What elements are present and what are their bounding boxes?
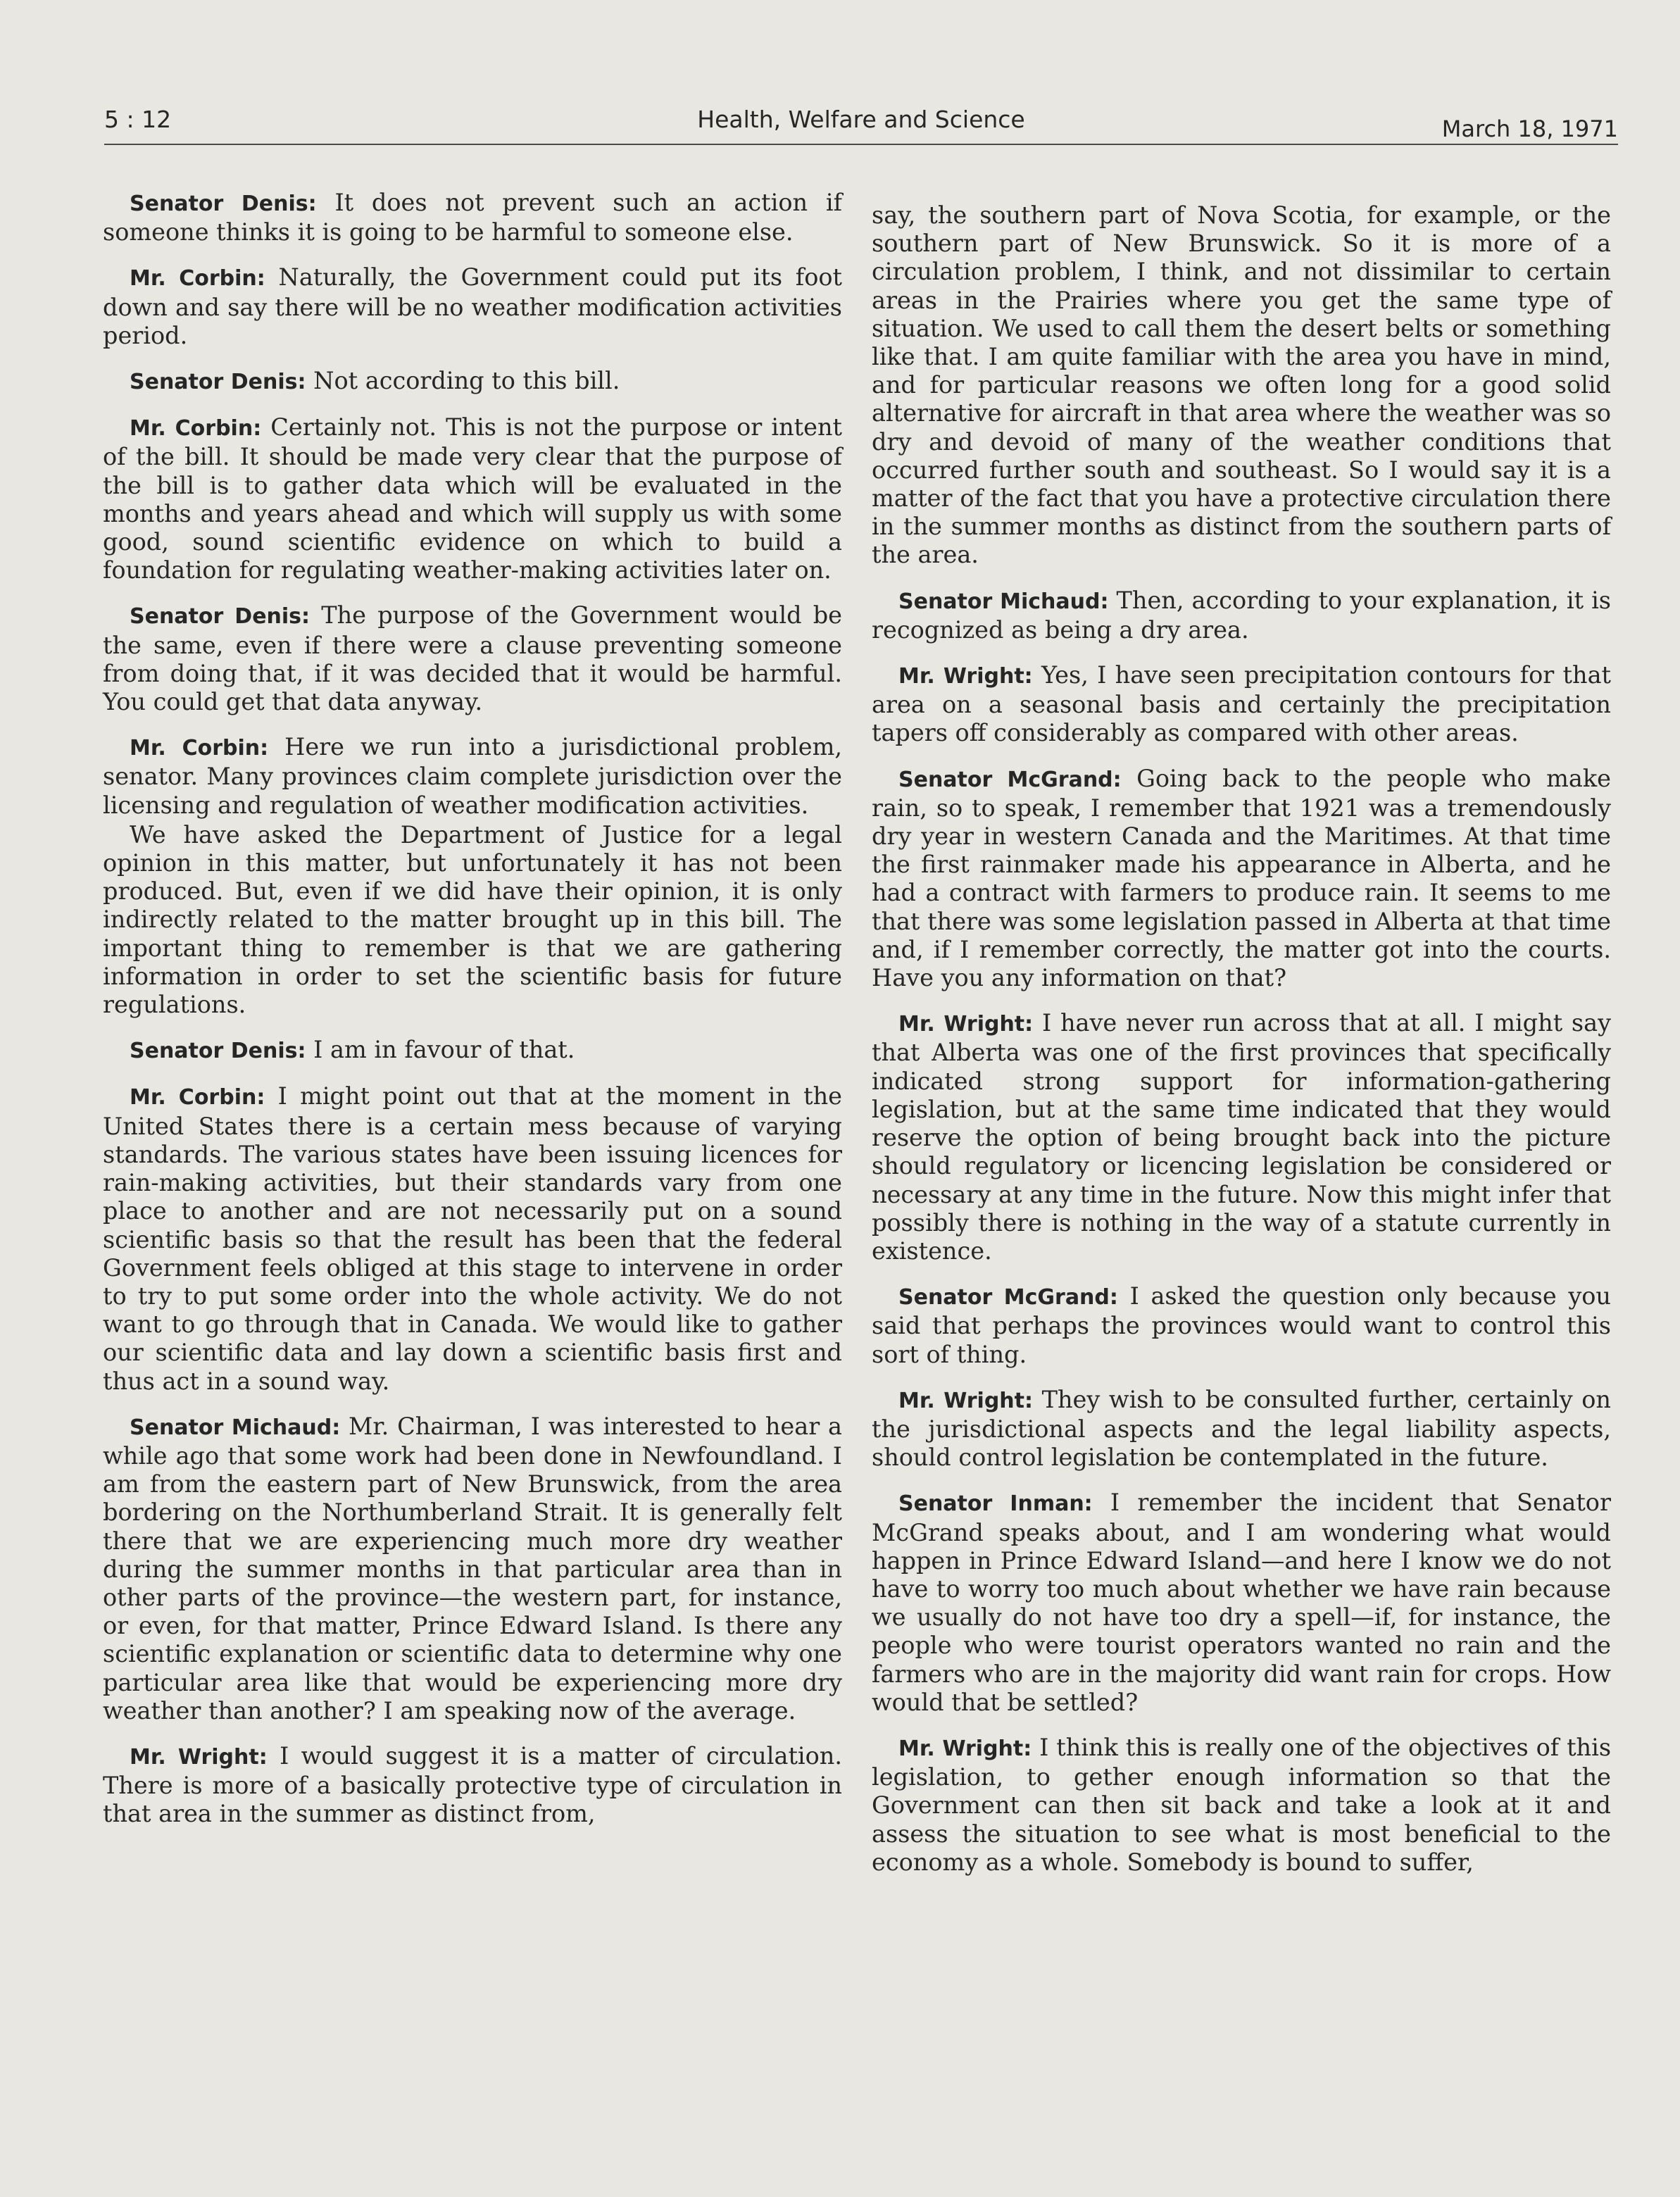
speaker-name: Mr. Wright:	[898, 1388, 1033, 1413]
paragraph	[872, 1489, 1611, 1717]
page-number: 5 : 12	[104, 106, 172, 133]
paragraph-text: I think this is really one of the objectives of this legislation, to gether enough information so that the Government can then sit back and take a look at it and assess the situation to see what is most beneficial to the economy as a whole. Somebody is bound to suffer,	[872, 1733, 1612, 1876]
paragraph	[872, 1009, 1611, 1265]
speaker-name: Senator Michaud:	[898, 589, 1109, 614]
speaker-name: Mr. Wright:	[130, 1744, 268, 1770]
speaker-name: Senator Michaud:	[130, 1415, 341, 1440]
paragraph	[103, 1082, 842, 1395]
speaker-name: Senator Inman:	[898, 1491, 1093, 1517]
paragraph	[103, 733, 842, 820]
paragraph	[103, 263, 842, 350]
paragraph	[872, 765, 1611, 993]
speaker-name: Senator Denis:	[130, 1039, 306, 1064]
paragraph	[872, 1734, 1611, 1877]
page-header	[104, 103, 1618, 145]
paragraph	[103, 367, 842, 396]
paragraph	[872, 1282, 1611, 1369]
left-column	[103, 189, 842, 1846]
paragraph	[103, 1036, 842, 1065]
paragraph	[103, 1413, 842, 1725]
speaker-name: Senator Denis:	[130, 192, 317, 216]
speaker-name: Senator Denis:	[130, 370, 306, 395]
right-column	[872, 201, 1611, 1894]
paragraph-text: I might point out that at the moment in the United States there is a certain mess because of varying standards. The various states have been issuing licences for rain-making activities, but their standards vary from one place to another and are not necessarily put on a sound scientific basis so that the result has been that the federal Government feels obliged at this stage to intervene in order to try to put some order into the whole activity. We do not want to go through that in Canada. We would like to gather our scientific data and lay down a scientific basis first and thus act in a sound way.	[103, 1082, 843, 1395]
speaker-name: Senator McGrand:	[898, 1285, 1118, 1310]
paragraph-text: Going back to the people who make rain, so to speak, I remember that 1921 was a tremendously dry year in western Canada and the Maritimes. At that time the first rainmaker made his appearance in Alberta, and he had a contract with farmers to produce rain. It seems to me that there was some legislation passed in Alberta at that time and, if I remember correctly, the matter got into the courts. Have you any information on that?	[872, 764, 1612, 992]
paragraph	[103, 1742, 842, 1829]
paragraph-text: Certainly not. This is not the purpose or intent of the bill. It should be made very clear that the purpose of the bill is to gather data which will be evaluated in the months and years ahead and which will supply us with some good, sound scientific evidence on which to build a foundation for regulating weather-making activities later on.	[103, 413, 842, 584]
paragraph-text: I would suggest it is a matter of circulation. There is more of a basically protective type of circulation in that area in the summer as distinct from,	[103, 1741, 843, 1828]
paragraph-text: Yes, I have seen precipitation contours for that area on a seasonal basis and certainly the precipitation tapers off considerably as compared with other areas.	[872, 661, 1612, 747]
paragraph	[872, 1386, 1611, 1472]
page-date: March 18, 1971	[1441, 115, 1618, 142]
speaker-name: Mr. Wright:	[898, 1012, 1034, 1037]
paragraph	[103, 601, 842, 716]
speaker-name: Mr. Corbin:	[130, 416, 262, 442]
speaker-name: Mr. Corbin:	[130, 266, 265, 292]
paragraph-text: Mr. Chairman, I was interested to hear a while ago that some work had been done in Newfoundland. I am from the eastern part of New Brunswick, from the area bordering on the Northumberland Strait. It is generally felt there that we are experiencing much more dry weather during the summer months in that particular area than in other parts of the province—the western part, for instance, or even, for that matter, Prince Edward Island. Is there any scientific explanation or scientific data to determine why one particular area like that would be experiencing more dry weather than another? I am speaking now of the average.	[103, 1412, 842, 1725]
paragraph-text: Here we run into a jurisdictional problem, senator. Many provinces claim complete jurisdiction over the licensing and regulation of weather modification activities.	[103, 733, 843, 819]
paragraph-text: say, the southern part of Nova Scotia, for example, or the southern part of New Brunswick. So it is more of a circulation problem, I think, and not dissimilar to certain areas in the Prairies where you get the same type of situation. We used to call them the desert belts or something like that. I am quite familiar with the area you have in mind, and for particular reasons we often long for a good solid alternative for aircraft in that area where the weather was so dry and devoid of many of the weather conditions that occurred further south and southeast. So I would say it is a matter of the fact that you have a protective circulation there in the summer months as distinct from the southern parts of the area.	[872, 201, 1611, 569]
running-title: Health, Welfare and Science	[697, 106, 1025, 133]
speaker-name: Mr. Corbin:	[130, 736, 269, 761]
paragraph	[103, 413, 842, 584]
paragraph-text: I am in favour of that.	[313, 1036, 575, 1064]
paragraph-text: Not according to this bill.	[313, 367, 620, 395]
header-rule	[104, 144, 1618, 145]
paragraph-text: I asked the question only because you said that perhaps the provinces would want to control this sort of thing.	[872, 1282, 1611, 1368]
paragraph	[872, 661, 1611, 748]
paragraph	[872, 587, 1611, 644]
paragraph-text: Then, according to your explanation, it is recognized as being a dry area.	[872, 586, 1611, 644]
speaker-name: Senator Denis:	[130, 604, 311, 630]
speaker-name: Mr. Corbin:	[130, 1085, 265, 1110]
speaker-name: Senator McGrand:	[898, 767, 1122, 792]
paragraph-text: I remember the incident that Senator McGrand speaks about, and I am wondering what would happen in Prince Edward Island—and here I know we do not have to worry too much about whether we have rain because we usually do not have too dry a spell—if, for instance, the people who were tourist operators wanted no rain and the farmers who are in the majority did want rain for crops. How would that be settled?	[872, 1489, 1611, 1716]
paragraph-text: We have asked the Department of Justice for a legal opinion in this matter, but unfortunately it has not been produced. But, even if we did have their opinion, it is only indirectly related to the matter brought up in this bill. The important thing to remember is that we are gathering information in order to set the scientific basis for future regulations.	[103, 820, 842, 1019]
paragraph	[103, 821, 842, 1019]
speaker-name: Mr. Wright:	[898, 1736, 1032, 1761]
paragraph	[103, 189, 842, 246]
speaker-name: Mr. Wright:	[898, 664, 1033, 689]
paragraph	[872, 201, 1611, 570]
paragraph-text: Naturally, the Government could put its foot down and say there will be no weather modification activities period.	[103, 263, 842, 349]
paragraph-text: They wish to be consulted further, certainly on the jurisdictional aspects and the legal liability aspects, should control legislation be contemplated in the future.	[872, 1385, 1611, 1472]
paragraph-text: I have never run across that at all. I might say that Alberta was one of the first provinces that specifically indicated strong support for information-gathering legislation, but at the same time indicated that they would reserve the option of being brought back into the picture should regulatory or licencing legislation be considered or necessary at any time in the future. Now this might infer that possibly there is nothing in the way of a statute currently in existence.	[872, 1009, 1612, 1265]
paragraph-text: It does not prevent such an action if someone thinks it is going to be harmful to someone else.	[103, 189, 842, 246]
paragraph-text: The purpose of the Government would be the same, even if there were a clause preventing someone from doing that, if it was decided that it would be harmful. You could get that data anyway.	[103, 601, 842, 716]
